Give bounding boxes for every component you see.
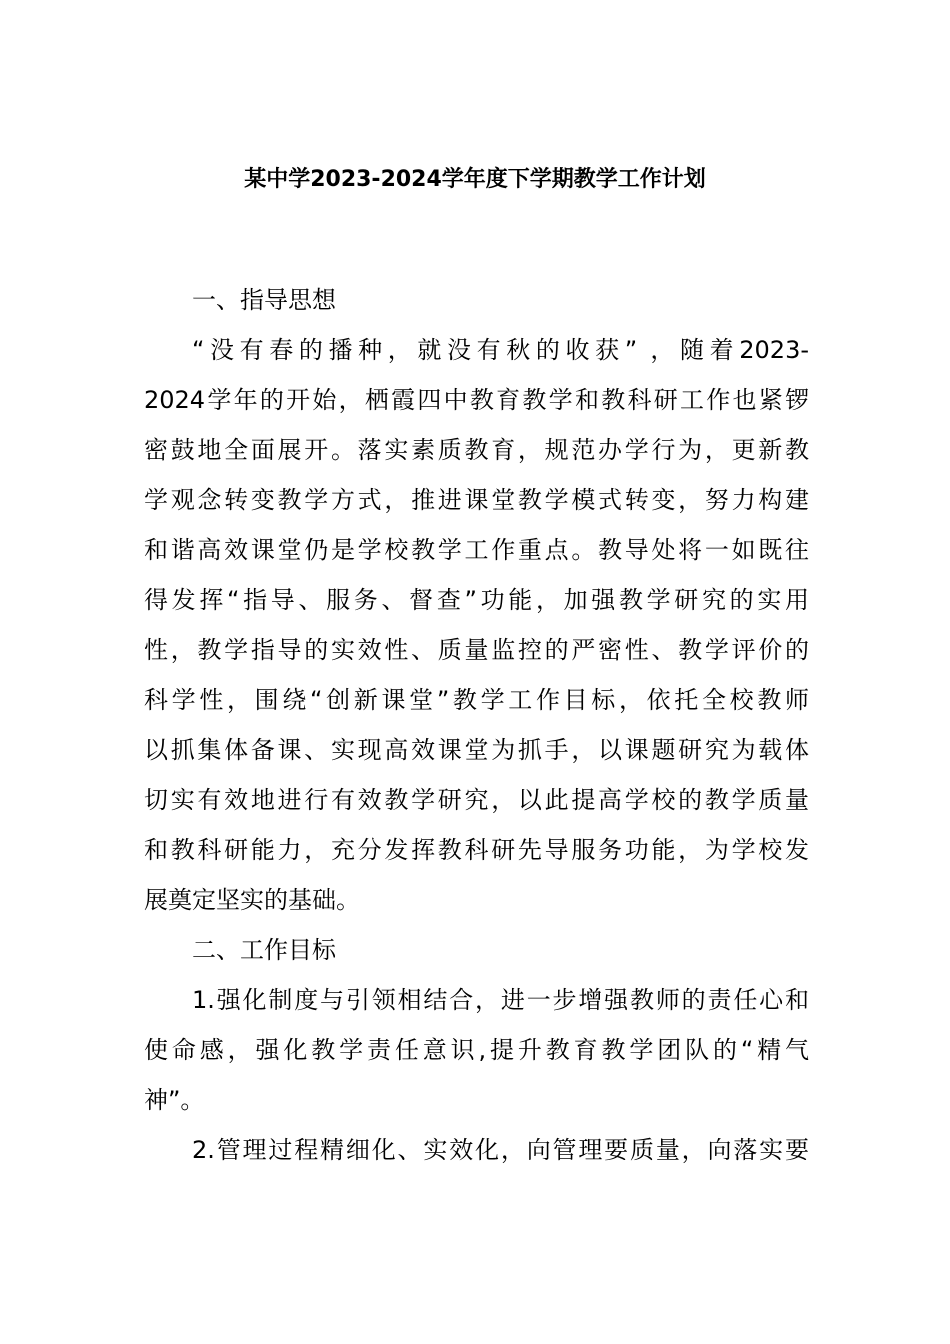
document-body: [144, 275, 809, 1175]
paragraph-line: 密鼓地全面展开。落实素质教育，规范办学行为，更新教: [144, 436, 809, 464]
section-heading-work-goals: 二、工作目标: [192, 936, 336, 964]
paragraph-line: 1.强化制度与引领相结合，进一步增强教师的责任心和: [192, 986, 809, 1014]
paragraph-line: 科学性，围绕“创新课堂”教学工作目标，依托全校教师: [144, 686, 809, 714]
paragraph-line: 以抓集体备课、实现高效课堂为抓手，以课题研究为载体: [144, 736, 809, 764]
paragraph-line: 神”。: [144, 1086, 205, 1114]
paragraph-line: 展奠定坚实的基础。: [144, 886, 360, 914]
paragraph-line: 切实有效地进行有效教学研究，以此提高学校的教学质量: [144, 786, 809, 814]
paragraph-line: 性，教学指导的实效性、质量监控的严密性、教学评价的: [144, 636, 809, 664]
paragraph-line: 2024学年的开始，栖霞四中教育教学和教科研工作也紧锣: [144, 386, 809, 414]
paragraph-line: 得发挥“指导、服务、督查”功能，加强教学研究的实用: [144, 586, 809, 614]
paragraph-line: 学观念转变教学方式，推进课堂教学模式转变，努力构建: [144, 486, 809, 514]
paragraph-line: 使命感，强化教学责任意识,提升教育教学团队的“精气: [144, 1036, 809, 1064]
paragraph-line: 2.管理过程精细化、实效化，向管理要质量，向落实要: [192, 1136, 809, 1164]
paragraph-line: “没有春的播种，就没有秋的收获” ，随着2023-: [192, 336, 809, 364]
paragraph-line: 和教科研能力，充分发挥教科研先导服务功能，为学校发: [144, 836, 809, 864]
section-heading-guiding-ideology: 一、指导思想: [192, 286, 336, 314]
paragraph-line: 和谐高效课堂仍是学校教学工作重点。教导处将一如既往: [144, 536, 809, 564]
document-title: 某中学2023-2024学年度下学期教学工作计划: [244, 167, 706, 192]
